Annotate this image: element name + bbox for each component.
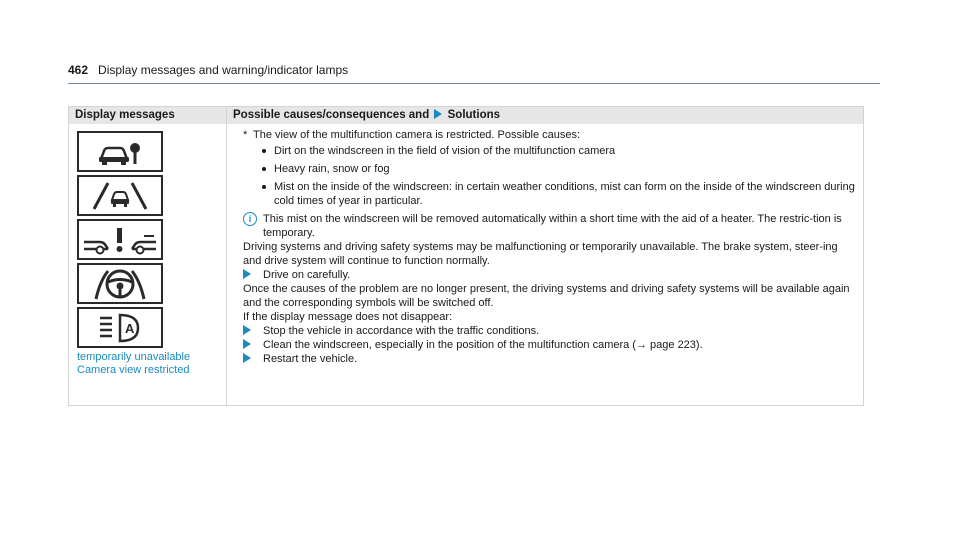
- causes-list: [261, 144, 859, 208]
- page-reference-link[interactable]: → page 223: [635, 339, 696, 351]
- status-camera-view-restricted: Camera view restricted: [77, 364, 190, 376]
- column-divider: [226, 107, 227, 405]
- step-stop-vehicle: Stop the vehicle in accordance with the traffic conditions.: [243, 324, 859, 338]
- lane-keeping-icon: [77, 175, 163, 216]
- arrow-right-icon: [434, 109, 442, 119]
- adaptive-headlight-icon: [77, 307, 163, 348]
- list-item: Heavy rain, snow or fog: [261, 162, 859, 176]
- camera-restricted-icon: [77, 131, 163, 172]
- once-text: Once the causes of the problem are no longer present, the driving systems and driving safety systems will be available again and the corresponding symbols will be switched off.: [243, 283, 850, 309]
- col-header-display-messages: Display messages: [75, 109, 175, 121]
- arrow-right-icon: [243, 269, 251, 279]
- svg-text:A: A: [125, 320, 135, 336]
- arrow-right-icon: [243, 325, 251, 335]
- step-drive-carefully: Drive on carefully.: [243, 268, 859, 282]
- list-item: Mist on the inside of the windscreen: in certain weather conditions, mist can form on the inside of the windscreen during cold times of year in particular.: [261, 180, 859, 208]
- vehicle-distance-warning-icon: [77, 219, 163, 260]
- status-temporarily-unavailable: temporarily unavailable: [77, 351, 191, 363]
- col-header-solutions: Possible causes/consequences and Solutions: [233, 109, 501, 121]
- arrow-right-icon: [243, 353, 251, 363]
- table-header: [69, 107, 863, 124]
- step-restart-vehicle: Restart the vehicle.: [243, 352, 859, 366]
- list-item: Dirt on the windscreen in the field of vision of the multifunction camera: [261, 144, 859, 158]
- step-clean-windscreen: Clean the windscreen, especially in the position of the multifunction camera (→ page 223).: [243, 338, 859, 352]
- page-header: [68, 62, 880, 84]
- info-icon: i: [243, 212, 257, 226]
- page-number: 462: [68, 63, 89, 77]
- steering-assist-icon: [77, 263, 163, 304]
- arrow-right-icon: [243, 339, 251, 349]
- page-header-title: Display messages and warning/indicator lamps: [98, 63, 349, 77]
- if-not-text: If the display message does not disappear:: [243, 311, 453, 323]
- solutions-content: [243, 128, 859, 366]
- display-message-table: [68, 106, 864, 406]
- info-note: i This mist on the windscreen will be removed automatically within a short time with the aid of a heater. The restric-tion is temporary.: [243, 212, 859, 240]
- intro-text: * The view of the multifunction camera is restricted. Possible causes:: [243, 129, 581, 141]
- consequence-text: Driving systems and driving safety systems may be malfunctioning or temporarily unavailable. The brake system, steer-ing and drive system will continue to function normally.: [243, 241, 838, 267]
